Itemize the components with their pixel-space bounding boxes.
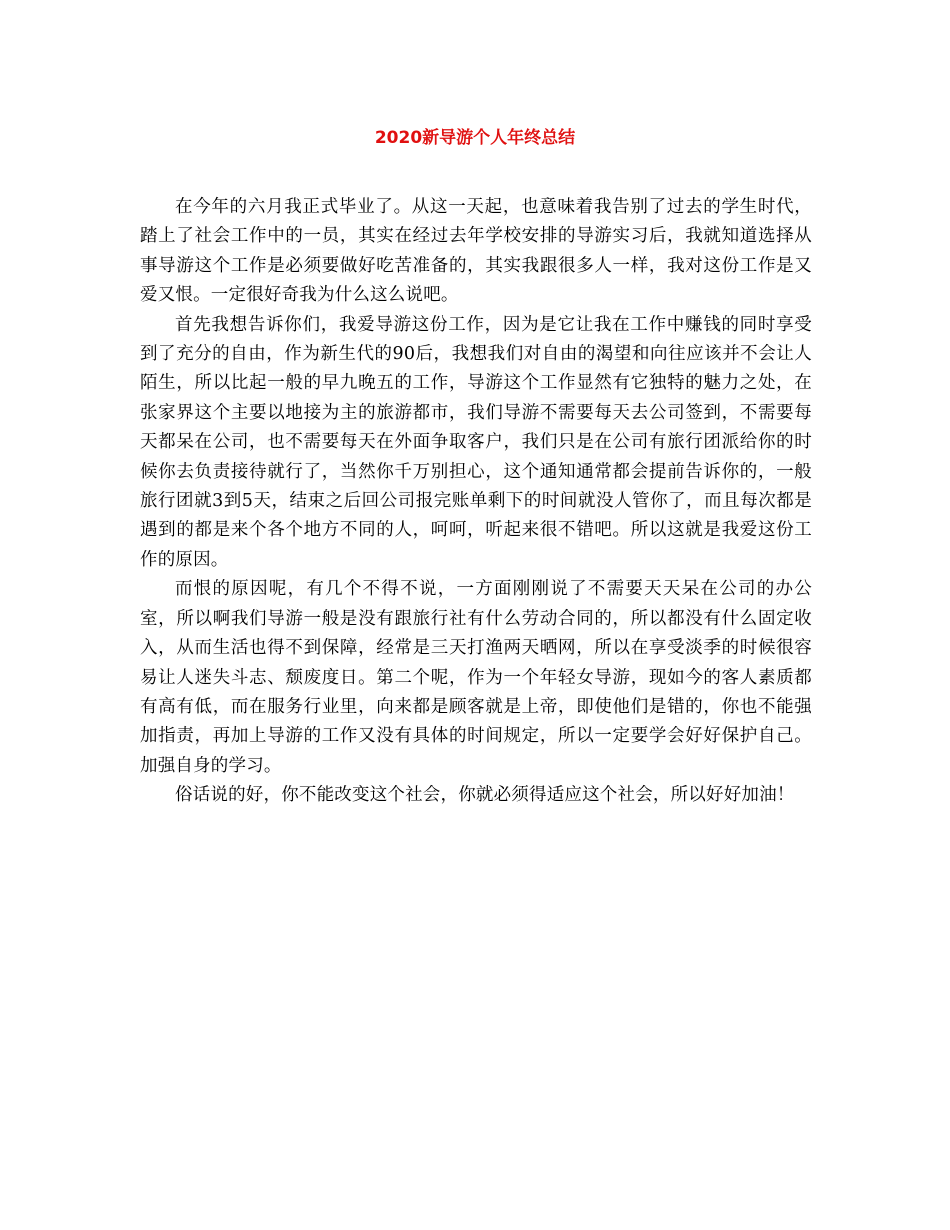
paragraph-4: 俗话说的好，你不能改变这个社会，你就必须得适应这个社会，所以好好加油！ [175,785,795,806]
paragraph-3: 而恨的原因呢，有几个不得不说，一方面刚刚说了不需要天天呆在公司的办公室，所以啊我们导游一般是没有跟旅行社有什么劳动合同的，所以都没有什么固定收入，从而生活也得不到保障，经常是三天打渔两天晒网，所以在享受淡季的时候很容易让人迷失斗志、颓废度日。第二个呢，作为一个年轻女导游，现如今的客人素质都有高有低，而在服务行业里，向来都是顾客就是上帝，即使他们是错的，你也不能强加指责，再加上导游的工作又没有具体的时间规定，所以一定要学会好好保护自己。加强自身的学习。 [140,579,812,776]
paragraph-2: 首先我想告诉你们，我爱导游这份工作，因为是它让我在工作中赚钱的同时享受到了充分的自由，作为新生代的90后，我想我们对自由的渴望和向往应该并不会让人陌生，所以比起一般的早九晚五的工作，导游这个工作显然有它独特的魅力之处，在张家界这个主要以地接为主的旅游都市，我们导游不需要每天去公司签到，不需要每天都呆在公司，也不需要每天在外面争取客户，我们只是在公司有旅行团派给你的时候你去负责接待就行了，当然你千万别担心，这个通知通常都会提前告诉你的，一般旅行团就3到5天，结束之后回公司报完账单剩下的时间就没人管你了，而且每次都是遇到的都是来个各个地方不同的人，呵呵，听起来很不错吧。所以这就是我爱这份工作的原因。 [140,314,812,570]
document-title: 2020新导游个人年终总结 [374,128,576,148]
paragraph-1: 在今年的六月我正式毕业了。从这一天起，也意味着我告别了过去的学生时代，踏上了社会工作中的一员，其实在经过去年学校安排的导游实习后，我就知道选择从事导游这个工作是必须要做好吃苦准备的，其实我跟很多人一样，我对这份工作是又爱又恨。一定很好奇我为什么这么说吧。 [140,197,812,306]
document-body [140,193,812,811]
